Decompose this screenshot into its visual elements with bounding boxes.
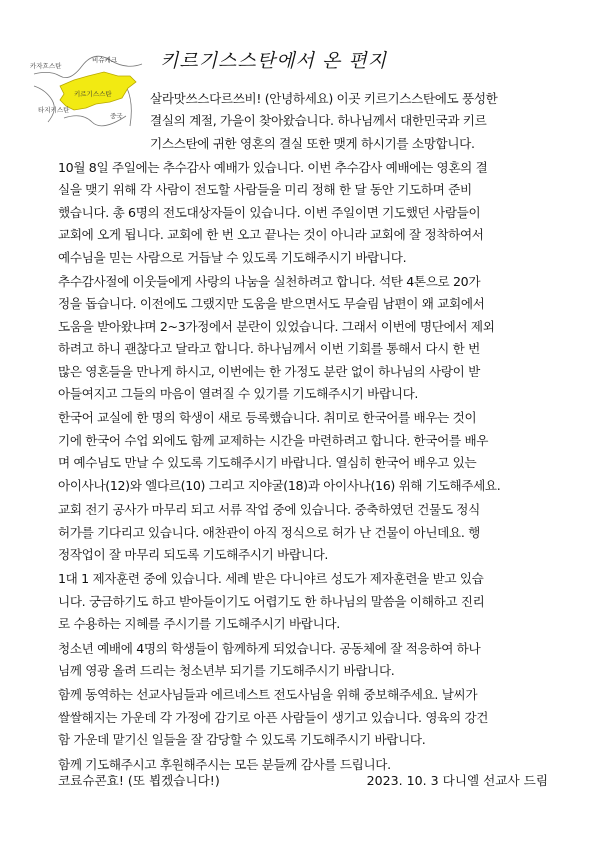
body-line: 니다. 궁금하기도 하고 받아들이기도 어렵기도 한 하나님의 말씀을 이해하고 진리 bbox=[58, 593, 485, 609]
body-line: 아이사나(12)와 엘다르(10) 그리고 지야굴(18)과 아이사나(16) 위해 기도해주세요. bbox=[58, 477, 501, 493]
body-line: 청소년 예배에 4명의 학생들이 함께하게 되었습니다. 공동체에 잘 적응하여 하나 bbox=[58, 640, 481, 656]
body-line: 교회 전기 공사가 마무리 되고 서류 작업 중에 있습니다. 중축하였던 건물도 정식 bbox=[58, 502, 480, 518]
paragraph-discipleship bbox=[58, 568, 548, 635]
intro-line: 살라맛쓰스다르쓰비! (안녕하세요) 이곳 키르기스스탄에도 풍성한 bbox=[150, 91, 498, 106]
paragraph-korean-class bbox=[58, 407, 548, 497]
body-line: 1대 1 제자훈련 중에 있습니다. 세례 받은 다니야르 성도가 제자훈련을 받고 있습 bbox=[58, 571, 484, 587]
body-line: 아들여지고 그들의 마음이 열려질 수 있기를 기도해주시기 바랍니다. bbox=[58, 386, 419, 402]
body-line: 10월 8일 주일에는 추수감사 예배가 있습니다. 이번 추수감사 예배에는 영혼의 결 bbox=[58, 160, 488, 175]
map-label-tajikistan: 타지키스탄 bbox=[38, 106, 70, 114]
letter-body bbox=[58, 157, 548, 778]
map-border-east bbox=[126, 86, 131, 126]
intro-line: 결실의 계절, 가을이 찾아왔습니다. 하나님께서 대한민국과 키르 bbox=[150, 113, 487, 129]
map-border-west bbox=[34, 86, 54, 122]
paragraph-youth bbox=[58, 638, 548, 683]
map-label-kazakhstan: 카자흐스탄 bbox=[30, 62, 62, 70]
letter-footer bbox=[58, 770, 548, 792]
body-line: 님께 영광 올려 드리는 청소년부 되기를 기도해주시기 바랍니다. bbox=[58, 662, 395, 678]
body-line: 함께 동역하는 선교사님들과 에르네스트 전도사님을 위해 중보해주세요. 날씨가 bbox=[58, 687, 478, 703]
kyrgyzstan-map bbox=[30, 46, 148, 132]
signature: 2023. 10. 3 다니엘 선교사 드림 bbox=[366, 773, 548, 788]
page-title: 키르기스스탄에서 온 편지 bbox=[160, 50, 387, 72]
paragraph-sharing bbox=[58, 271, 548, 405]
map-label-bishkek: 비슈케크 bbox=[92, 56, 118, 64]
body-line: 정작업이 잘 마무리 되도록 기도해주시기 바랍니다. bbox=[58, 546, 329, 562]
body-line: 하려고 하니 괜찮다고 달라고 합니다. 하나님께서 이번 기회를 통해서 다시 한 번 bbox=[58, 341, 480, 357]
body-line: 쌀쌀해지는 가운데 각 가정에 감기로 아픈 사람들이 생기고 있습니다. 영육의 강건 bbox=[58, 709, 489, 725]
body-line: 교회에 오게 됩니다. 교회에 한 번 오고 끝나는 것이 아니라 교회에 잘 정착하여서 bbox=[58, 227, 484, 243]
body-line: 며 예수님도 만날 수 있도록 기도해주시기 바랍니다. 열심히 한국어 배우고 있는 bbox=[58, 455, 477, 471]
paragraph-construction bbox=[58, 499, 548, 566]
closing-greeting: 코료슈콘효! (또 뵙겠습니다!) bbox=[58, 773, 220, 788]
body-line: 예수님을 믿는 사람으로 거듭날 수 있도록 기도해주시기 바랍니다. bbox=[58, 249, 407, 265]
body-line: 했습니다. 총 6명의 전도대상자들이 있습니다. 이번 주일이면 기도했던 사람들이 bbox=[58, 204, 481, 220]
body-line: 한국어 교실에 한 명의 학생이 새로 등록했습니다. 취미로 한국어를 배우는 것이 bbox=[58, 410, 477, 426]
body-line: 실을 맺기 위해 각 사람이 전도할 사람들을 미리 정해 한 달 동안 기도하며 준비 bbox=[58, 182, 472, 198]
body-line: 로 수용하는 지혜를 주시기를 기도해주시기 바랍니다. bbox=[58, 616, 340, 632]
body-line: 도움을 받아왔냐며 2~3가정에서 분란이 있었습니다. 그래서 이번에 명단에서 제외 bbox=[58, 318, 495, 334]
body-line: 함께 기도해주시고 후원해주시는 모든 분들께 감사를 드립니다. bbox=[58, 756, 391, 772]
body-line: 함 가운데 맡기신 일들을 잘 감당할 수 있도록 기도해주시기 바랍니다. bbox=[58, 732, 426, 748]
body-line: 많은 영혼들을 만나게 하시고, 이번에는 한 가정도 분란 없이 하나님의 사랑이 받 bbox=[58, 363, 480, 379]
body-line: 허가를 기다리고 있습니다. 애찬관이 아직 정식으로 허가 난 건물이 아닌데요. 행 bbox=[58, 524, 480, 540]
intro-paragraph bbox=[150, 88, 548, 157]
body-line: 추수감사절에 이웃들에게 사랑의 나눔을 실천하려고 합니다. 석탄 4톤으로 20가 bbox=[58, 274, 481, 290]
intro-line: 기스스탄에 귀한 영혼의 결실 또한 맺게 하시기를 소망합니다. bbox=[150, 135, 475, 151]
body-line: 기에 한국어 수업 외에도 함께 교제하는 시간을 마련하려고 합니다. 한국어를 배우 bbox=[58, 432, 489, 448]
paragraph-thanksgiving-service bbox=[58, 157, 548, 269]
paragraph-coworkers bbox=[58, 684, 548, 751]
map-label-kyrgyzstan: 키르기스스탄 bbox=[74, 90, 112, 98]
map-label-china: 중국 bbox=[110, 112, 123, 120]
body-line: 정을 돕습니다. 이전에도 그랬지만 도움을 받으면서도 무슬림 남편이 왜 교회에서 bbox=[58, 296, 485, 312]
